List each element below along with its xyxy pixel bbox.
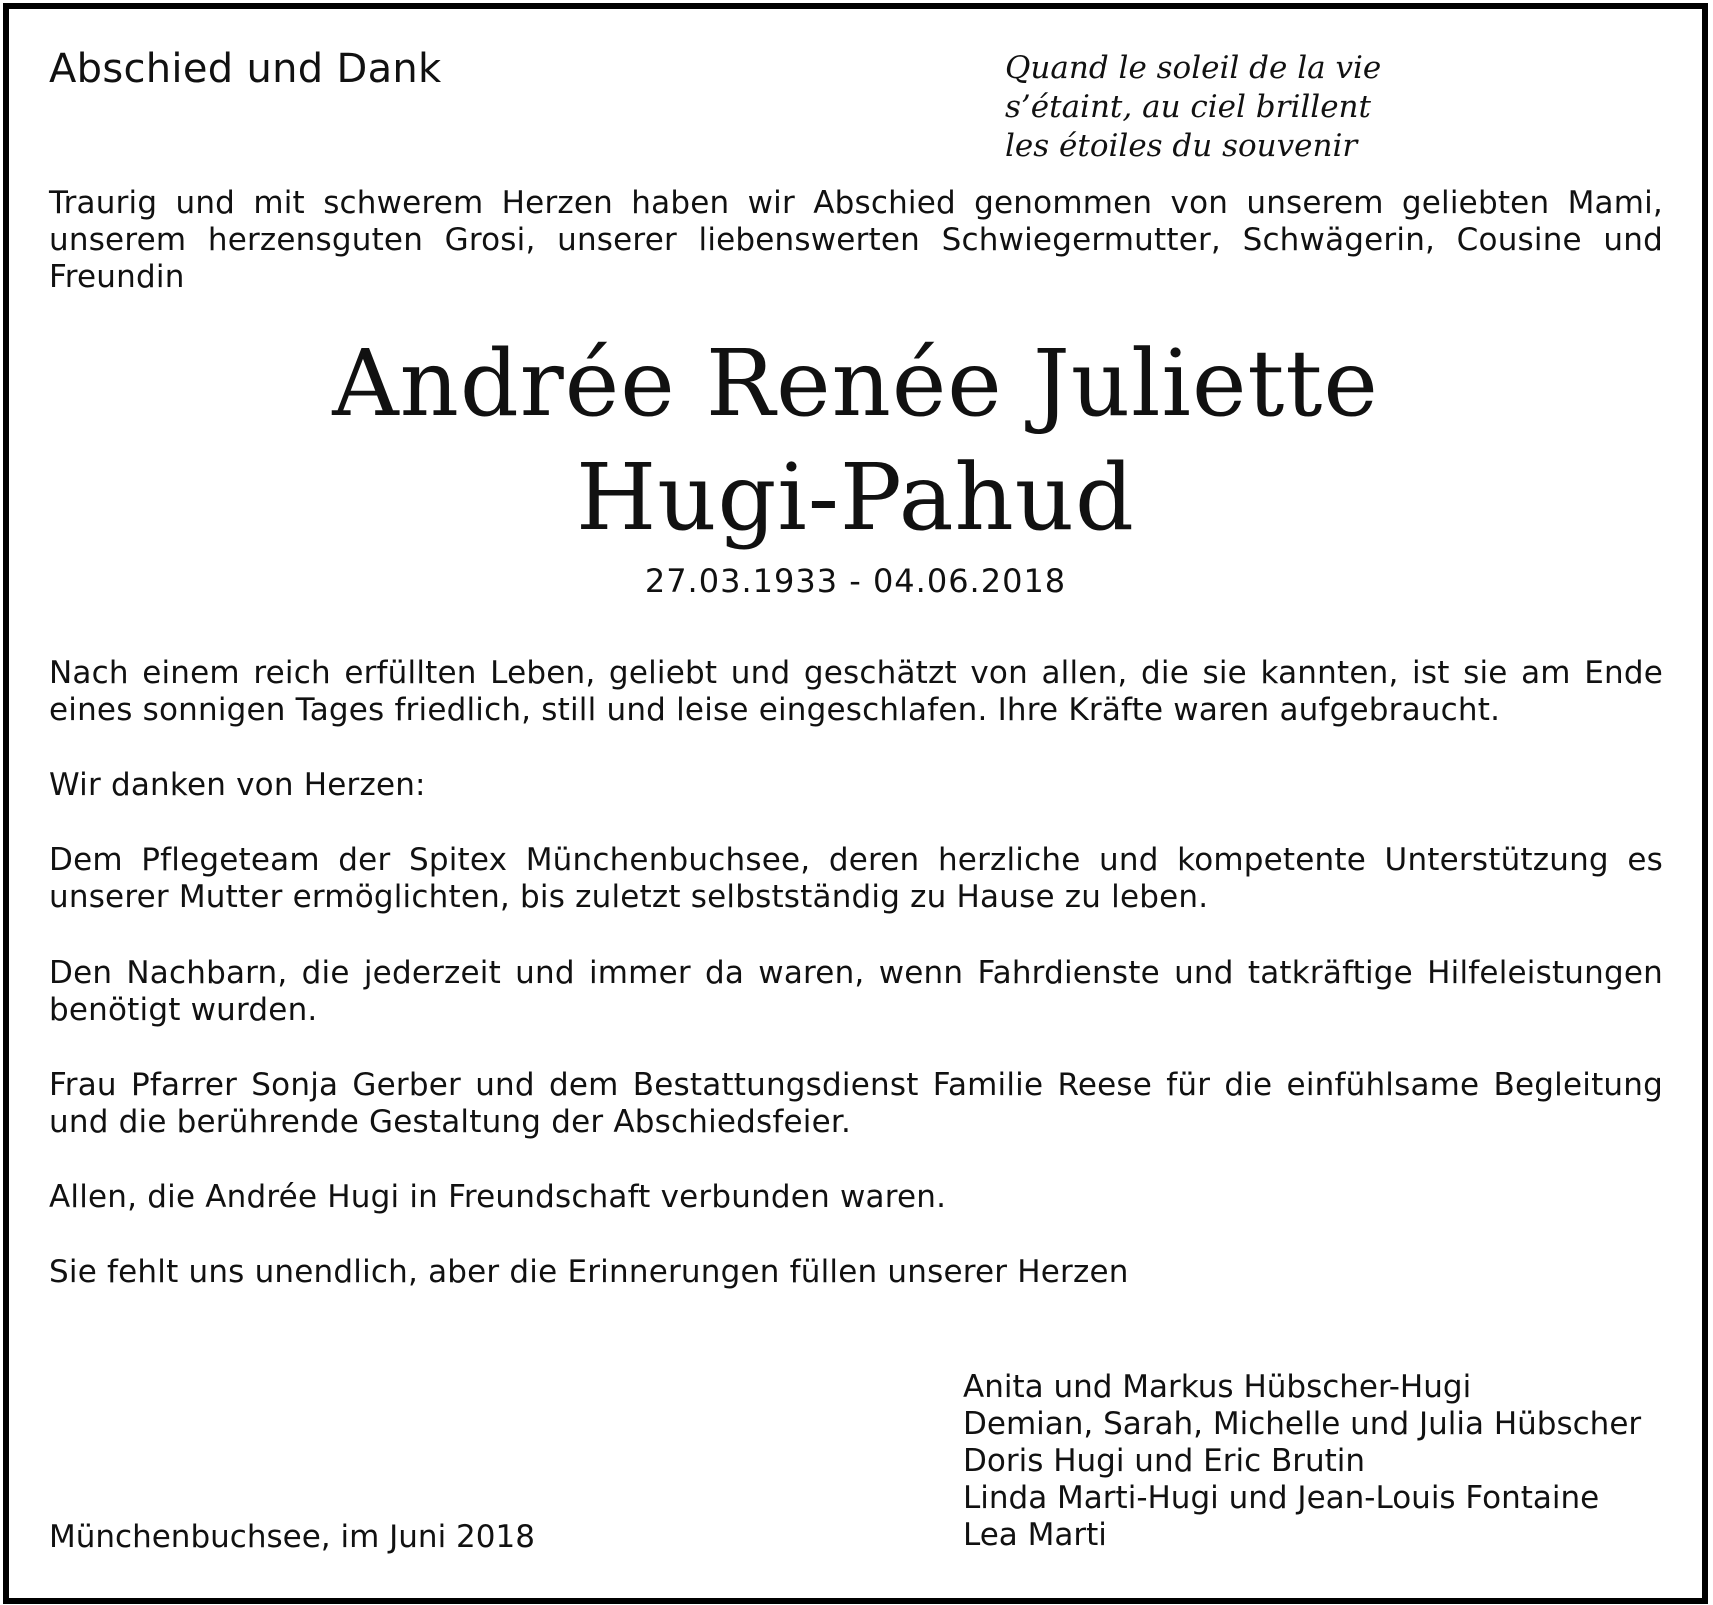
- notice-heading: Abschied und Dank: [49, 46, 442, 92]
- place-and-date: Münchenbuchsee, im Juni 2018: [49, 1519, 535, 1555]
- thanks-intro: Wir danken von Herzen:: [49, 767, 426, 803]
- signatory: Anita und Markus Hübscher-Hugi: [963, 1369, 1472, 1405]
- intro-text: Traurig und mit schwerem Herzen haben wir Abschied genommen von unserem geliebten Mami, unserem herzensguten Grosi, unserer liebenswerten Schwiegermutter, Schwägerin, Cousine und Freundin: [49, 185, 1663, 295]
- signatory: Linda Marti-Hugi und Jean-Louis Fontaine: [963, 1480, 1600, 1516]
- life-dates: 27.03.1933 - 04.06.2018: [644, 562, 1067, 600]
- closing-text: Sie fehlt uns unendlich, aber die Erinnerungen füllen unserer Herzen: [49, 1254, 1129, 1290]
- life-text: Nach einem reich erfüllten Leben, geliebt und geschätzt von allen, die sie kannten, ist sie am Ende eines sonnigen Tages friedlich, still und leise eingeschlafen. Ihre Kräfte waren aufgebraucht.: [49, 655, 1663, 728]
- thanks-item: Den Nachbarn, die jederzeit und immer da waren, wenn Fahrdienste und tatkräftige Hilfeleistungen benötigt wurden.: [49, 955, 1663, 1028]
- notice-border: [3, 3, 1708, 1604]
- thanks-item: Dem Pflegeteam der Spitex Münchenbuchsee, deren herzliche und kompetente Unterstützung es unserer Mutter ermöglichten, bis zuletzt selbstständig zu Hause zu leben.: [49, 842, 1663, 915]
- thanks-item: Allen, die Andrée Hugi in Freundschaft verbunden waren.: [49, 1179, 947, 1215]
- thanks-item: Frau Pfarrer Sonja Gerber und dem Bestattungsdienst Familie Reese für die einfühlsame Begleitung und die berührende Gestaltung der Abschiedsfeier.: [49, 1067, 1663, 1140]
- obituary-notice: [9, 9, 1702, 1598]
- signatory: Lea Marti: [963, 1517, 1107, 1553]
- motto-quote: [1005, 49, 1645, 166]
- deceased-surname: Hugi-Pahud: [576, 444, 1135, 551]
- motto-line: Quand le soleil de la vie: [1005, 50, 1382, 86]
- deceased-name: [9, 327, 1702, 555]
- signatory: Demian, Sarah, Michelle und Julia Hübscher: [963, 1406, 1642, 1442]
- motto-line: les étoiles du souvenir: [1005, 128, 1358, 164]
- motto-line: s’étaint, au ciel brillent: [1005, 89, 1371, 125]
- deceased-given-names: Andrée Renée Juliette: [332, 330, 1379, 437]
- signatories-list: [963, 1369, 1683, 1554]
- signatory: Doris Hugi und Eric Brutin: [963, 1443, 1366, 1479]
